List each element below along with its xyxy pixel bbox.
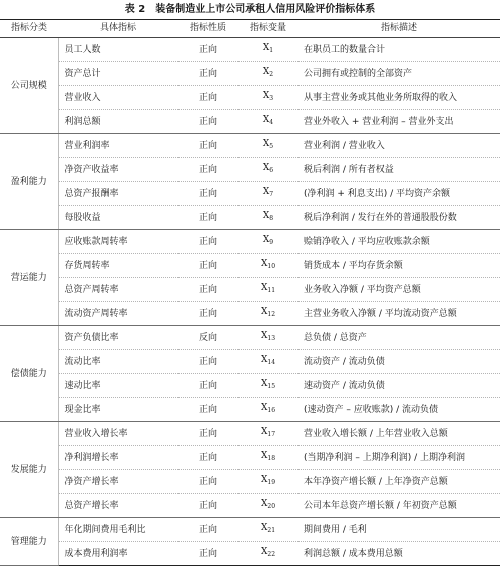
table-row bbox=[0, 374, 500, 398]
description-cell: 从事主营业务或其他业务所取得的收入 bbox=[298, 86, 500, 110]
header-indicator: 具体指标 bbox=[58, 20, 178, 38]
variable-subscript: 19 bbox=[267, 479, 276, 486]
table-row bbox=[0, 278, 500, 302]
variable-subscript: 9 bbox=[269, 239, 274, 246]
direction-cell: 正向 bbox=[178, 374, 238, 398]
variable-cell bbox=[238, 326, 298, 350]
table-row bbox=[0, 230, 500, 254]
indicator-cell: 现金比率 bbox=[58, 398, 178, 422]
table-row bbox=[0, 350, 500, 374]
table-row bbox=[0, 134, 500, 158]
description-cell: 本年净资产增长额 / 上年净资产总额 bbox=[298, 470, 500, 494]
variable-subscript: 12 bbox=[267, 311, 276, 318]
direction-cell: 正向 bbox=[178, 470, 238, 494]
direction-cell: 反向 bbox=[178, 326, 238, 350]
header-direction: 指标性质 bbox=[178, 20, 238, 38]
indicator-cell: 净资产收益率 bbox=[58, 158, 178, 182]
variable-cell bbox=[238, 350, 298, 374]
indicator-cell: 总资产周转率 bbox=[58, 278, 178, 302]
table-row bbox=[0, 518, 500, 542]
indicator-cell: 利润总额 bbox=[58, 110, 178, 134]
variable-cell bbox=[238, 494, 298, 518]
variable-subscript: 20 bbox=[267, 503, 276, 510]
variable-cell bbox=[238, 134, 298, 158]
indicator-cell: 每股收益 bbox=[58, 206, 178, 230]
variable-symbol: X bbox=[262, 139, 270, 149]
variable-cell bbox=[238, 374, 298, 398]
description-cell: 主营业务收入净额 / 平均流动资产总额 bbox=[298, 302, 500, 326]
description-cell: 流动资产 / 流动负债 bbox=[298, 350, 500, 374]
description-cell: 业务收入净额 / 平均资产总额 bbox=[298, 278, 500, 302]
description-cell: 营业利润 / 营业收入 bbox=[298, 134, 500, 158]
variable-subscript: 5 bbox=[269, 143, 274, 150]
header-category: 指标分类 bbox=[0, 20, 58, 38]
variable-symbol: X bbox=[262, 163, 270, 173]
variable-cell bbox=[238, 422, 298, 446]
indicator-cell: 速动比率 bbox=[58, 374, 178, 398]
variable-subscript: 3 bbox=[269, 95, 274, 102]
indicator-cell: 年化期间费用毛利比 bbox=[58, 518, 178, 542]
indicator-cell: 资产总计 bbox=[58, 62, 178, 86]
description-cell: 公司拥有或控制的全部资产 bbox=[298, 62, 500, 86]
category-cell: 偿债能力 bbox=[0, 326, 58, 422]
variable-symbol: X bbox=[260, 523, 268, 533]
table-row bbox=[0, 110, 500, 134]
indicator-cell: 存货周转率 bbox=[58, 254, 178, 278]
indicator-cell: 流动比率 bbox=[58, 350, 178, 374]
indicator-cell: 净资产增长率 bbox=[58, 470, 178, 494]
description-cell: 在职员工的数量合计 bbox=[298, 38, 500, 62]
table-title: 表 2 装备制造业上市公司承租人信用风险评价指标体系 bbox=[124, 4, 376, 15]
variable-symbol: X bbox=[262, 91, 270, 101]
variable-symbol: X bbox=[260, 379, 268, 389]
variable-symbol: X bbox=[260, 547, 268, 557]
direction-cell: 正向 bbox=[178, 38, 238, 62]
table-row bbox=[0, 494, 500, 518]
indicator-cell: 资产负债比率 bbox=[58, 326, 178, 350]
table-body bbox=[0, 38, 500, 566]
direction-cell: 正向 bbox=[178, 134, 238, 158]
variable-subscript: 22 bbox=[267, 551, 276, 558]
direction-cell: 正向 bbox=[178, 302, 238, 326]
indicator-cell: 营业收入 bbox=[58, 86, 178, 110]
table-row bbox=[0, 38, 500, 62]
variable-cell bbox=[238, 182, 298, 206]
table-row bbox=[0, 62, 500, 86]
category-cell: 发展能力 bbox=[0, 422, 58, 518]
table-row bbox=[0, 182, 500, 206]
variable-symbol: X bbox=[262, 235, 270, 245]
table-row bbox=[0, 422, 500, 446]
direction-cell: 正向 bbox=[178, 86, 238, 110]
variable-subscript: 21 bbox=[267, 527, 276, 534]
description-cell: 税后净利润 / 发行在外的普通股股份数 bbox=[298, 206, 500, 230]
indicator-cell: 净利润增长率 bbox=[58, 446, 178, 470]
variable-symbol: X bbox=[260, 403, 268, 413]
variable-symbol: X bbox=[262, 43, 270, 53]
variable-symbol: X bbox=[262, 67, 270, 77]
variable-symbol: X bbox=[260, 355, 268, 365]
variable-symbol: X bbox=[260, 451, 268, 461]
variable-subscript: 7 bbox=[269, 191, 274, 198]
variable-symbol: X bbox=[260, 307, 268, 317]
description-cell: (当期净利润 – 上期净利润) / 上期净利润 bbox=[298, 446, 500, 470]
header-description: 指标描述 bbox=[298, 20, 500, 38]
variable-symbol: X bbox=[262, 211, 270, 221]
description-cell: (净利润 + 利息支出) / 平均资产余额 bbox=[298, 182, 500, 206]
variable-cell bbox=[238, 38, 298, 62]
variable-subscript: 6 bbox=[269, 167, 274, 174]
description-cell: 总负债 / 总资产 bbox=[298, 326, 500, 350]
direction-cell: 正向 bbox=[178, 518, 238, 542]
indicator-cell: 总资产增长率 bbox=[58, 494, 178, 518]
direction-cell: 正向 bbox=[178, 494, 238, 518]
description-cell: 利润总额 / 成本费用总额 bbox=[298, 542, 500, 566]
description-cell: 营业收入增长额 / 上年营业收入总额 bbox=[298, 422, 500, 446]
header-row bbox=[0, 20, 500, 38]
category-cell: 管理能力 bbox=[0, 518, 58, 566]
direction-cell: 正向 bbox=[178, 62, 238, 86]
direction-cell: 正向 bbox=[178, 254, 238, 278]
variable-subscript: 11 bbox=[267, 287, 276, 294]
variable-cell bbox=[238, 470, 298, 494]
indicator-cell: 员工人数 bbox=[58, 38, 178, 62]
variable-symbol: X bbox=[260, 331, 268, 341]
variable-symbol: X bbox=[260, 259, 268, 269]
variable-subscript: 8 bbox=[269, 215, 274, 222]
table-row bbox=[0, 326, 500, 350]
description-cell: 税后利润 / 所有者权益 bbox=[298, 158, 500, 182]
variable-symbol: X bbox=[262, 187, 270, 197]
variable-cell bbox=[238, 302, 298, 326]
variable-cell bbox=[238, 230, 298, 254]
indicator-cell: 营业利润率 bbox=[58, 134, 178, 158]
variable-cell bbox=[238, 278, 298, 302]
description-cell: 赊销净收入 / 平均应收账款余额 bbox=[298, 230, 500, 254]
table-row bbox=[0, 254, 500, 278]
variable-subscript: 15 bbox=[267, 383, 276, 390]
indicator-cell: 流动资产周转率 bbox=[58, 302, 178, 326]
indicator-cell: 总资产报酬率 bbox=[58, 182, 178, 206]
variable-cell bbox=[238, 254, 298, 278]
variable-cell bbox=[238, 542, 298, 566]
description-cell: 销货成本 / 平均存货余额 bbox=[298, 254, 500, 278]
direction-cell: 正向 bbox=[178, 110, 238, 134]
direction-cell: 正向 bbox=[178, 398, 238, 422]
variable-cell bbox=[238, 446, 298, 470]
direction-cell: 正向 bbox=[178, 446, 238, 470]
variable-cell bbox=[238, 398, 298, 422]
variable-cell bbox=[238, 518, 298, 542]
direction-cell: 正向 bbox=[178, 206, 238, 230]
description-cell: 速动资产 / 流动负债 bbox=[298, 374, 500, 398]
description-cell: 营业外收入 + 营业利润 – 营业外支出 bbox=[298, 110, 500, 134]
header-variable: 指标变量 bbox=[238, 20, 298, 38]
table-row bbox=[0, 158, 500, 182]
variable-symbol: X bbox=[260, 283, 268, 293]
table-row bbox=[0, 446, 500, 470]
variable-cell bbox=[238, 158, 298, 182]
variable-cell bbox=[238, 206, 298, 230]
variable-subscript: 10 bbox=[267, 263, 276, 270]
variable-subscript: 14 bbox=[267, 359, 276, 366]
variable-symbol: X bbox=[262, 115, 270, 125]
indicator-cell: 营业收入增长率 bbox=[58, 422, 178, 446]
variable-subscript: 2 bbox=[269, 71, 274, 78]
variable-subscript: 18 bbox=[267, 455, 276, 462]
table-row bbox=[0, 302, 500, 326]
direction-cell: 正向 bbox=[178, 230, 238, 254]
direction-cell: 正向 bbox=[178, 278, 238, 302]
variable-symbol: X bbox=[260, 427, 268, 437]
direction-cell: 正向 bbox=[178, 182, 238, 206]
table-row bbox=[0, 86, 500, 110]
description-cell: 期间费用 / 毛利 bbox=[298, 518, 500, 542]
indicator-table bbox=[0, 19, 500, 566]
variable-cell bbox=[238, 110, 298, 134]
table-row bbox=[0, 470, 500, 494]
variable-symbol: X bbox=[260, 475, 268, 485]
direction-cell: 正向 bbox=[178, 542, 238, 566]
variable-subscript: 4 bbox=[269, 119, 274, 126]
variable-subscript: 13 bbox=[267, 335, 276, 342]
direction-cell: 正向 bbox=[178, 422, 238, 446]
variable-subscript: 16 bbox=[267, 407, 276, 414]
variable-cell bbox=[238, 62, 298, 86]
table-row bbox=[0, 542, 500, 566]
description-cell: 公司本年总资产增长额 / 年初资产总额 bbox=[298, 494, 500, 518]
indicator-cell: 应收账款周转率 bbox=[58, 230, 178, 254]
description-cell: (速动资产 – 应收账款) / 流动负债 bbox=[298, 398, 500, 422]
direction-cell: 正向 bbox=[178, 158, 238, 182]
table-row bbox=[0, 206, 500, 230]
category-cell: 盈利能力 bbox=[0, 134, 58, 230]
variable-subscript: 17 bbox=[267, 431, 276, 438]
category-cell: 营运能力 bbox=[0, 230, 58, 326]
indicator-cell: 成本费用利润率 bbox=[58, 542, 178, 566]
variable-cell bbox=[238, 86, 298, 110]
category-cell: 公司规模 bbox=[0, 38, 58, 134]
variable-subscript: 1 bbox=[269, 47, 274, 54]
table-row bbox=[0, 398, 500, 422]
direction-cell: 正向 bbox=[178, 350, 238, 374]
variable-symbol: X bbox=[260, 499, 268, 509]
